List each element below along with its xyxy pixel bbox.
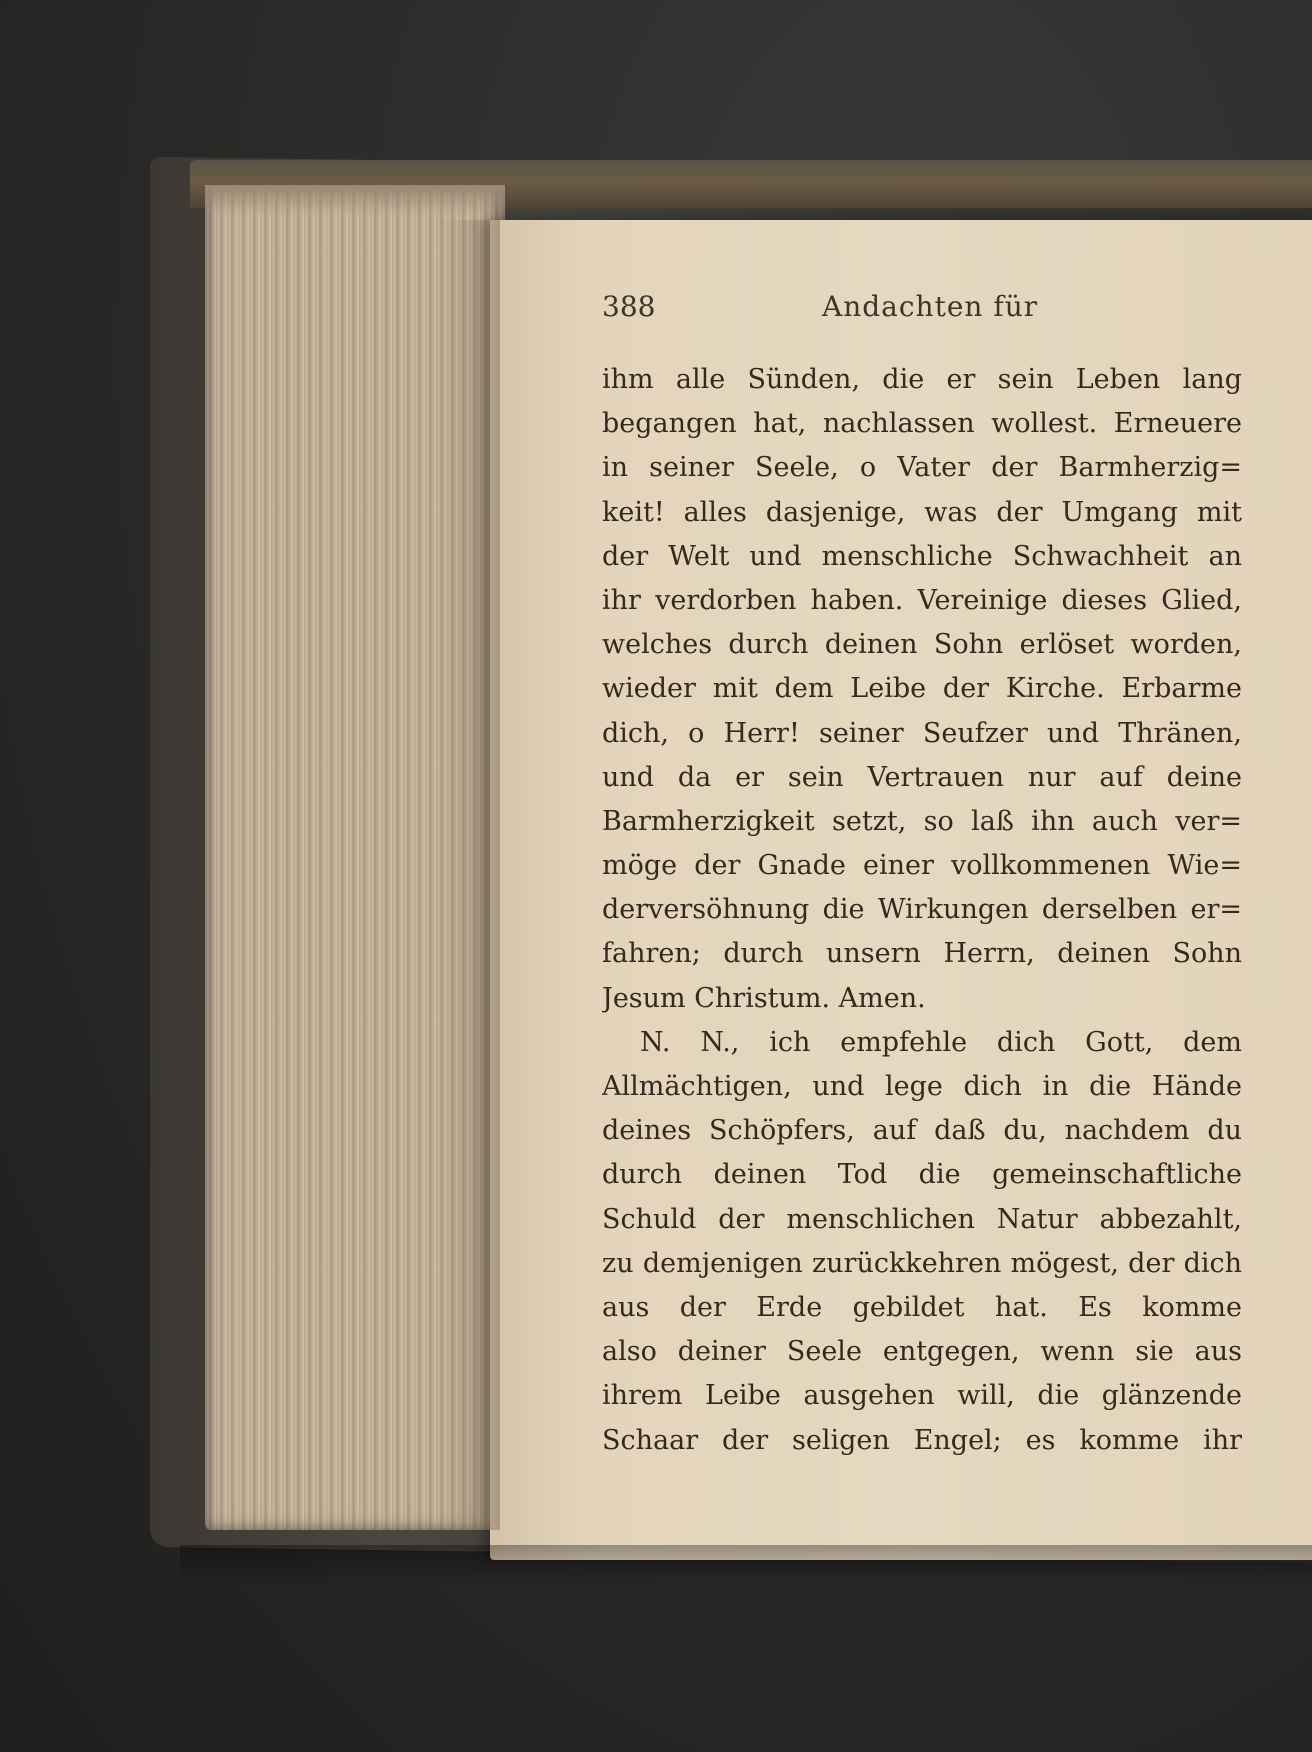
text-line: möge der Gnade einer vollkommenen Wie= [602, 850, 1242, 882]
text-line: Barmherzigkeit setzt, so laß ihn auch ver= [602, 805, 1242, 837]
text-line: ihrem Leibe ausgehen will, die glänzende [602, 1380, 1242, 1412]
text-line: zu demjenigen zurückkehren mögest, der dich [602, 1247, 1242, 1279]
body-text [602, 358, 1242, 1463]
text-line: fahren; durch unsern Herrn, deinen Sohn [602, 938, 1242, 970]
text-line: Jesum Christum. Amen. [602, 982, 926, 1014]
text-line: N. N., ich empfehle dich Gott, dem [640, 1026, 1242, 1058]
text-line: Allmächtigen, und lege dich in die Hände [602, 1071, 1242, 1102]
page-number: 388 [602, 290, 656, 323]
text-line: Schaar der seligen Engel; es komme ihr [602, 1424, 1242, 1456]
text-line: ihr verdorben haben. Vereinige dieses Glied, [602, 584, 1242, 616]
book-bottom-shadow [180, 1545, 1312, 1585]
text-line: Schuld der menschlichen Natur abbezahlt, [602, 1203, 1242, 1235]
text-line: also deiner Seele entgegen, wenn sie aus [602, 1336, 1242, 1368]
text-line: wieder mit dem Leibe der Kirche. Erbarme [602, 673, 1242, 705]
text-line: dich, o Herr! seiner Seufzer und Thränen, [602, 717, 1242, 749]
text-line: ihm alle Sünden, die er sein Leben lang [602, 364, 1242, 395]
text-line: deines Schöpfers, auf daß du, nachdem du [602, 1115, 1242, 1147]
text-line: aus der Erde gebildet hat. Es komme [602, 1291, 1242, 1323]
text-line: welches durch deinen Sohn erlöset worden, [602, 629, 1242, 661]
text-line: begangen hat, nachlassen wollest. Erneuere [602, 408, 1242, 440]
text-line: in seiner Seele, o Vater der Barmherzig= [602, 452, 1242, 484]
text-line: derversöhnung die Wirkungen derselben er= [602, 894, 1242, 926]
text-line: der Welt und menschliche Schwachheit an [602, 540, 1242, 572]
text-line: und da er sein Vertrauen nur auf deine [602, 761, 1242, 793]
running-head: Andachten für [822, 290, 1039, 323]
page-gutter-shadow [440, 220, 500, 1530]
text-line: keit! alles dasjenige, was der Umgang mit [602, 496, 1242, 528]
text-line: durch deinen Tod die gemeinschaftliche [602, 1159, 1242, 1191]
page-header [602, 290, 1242, 330]
